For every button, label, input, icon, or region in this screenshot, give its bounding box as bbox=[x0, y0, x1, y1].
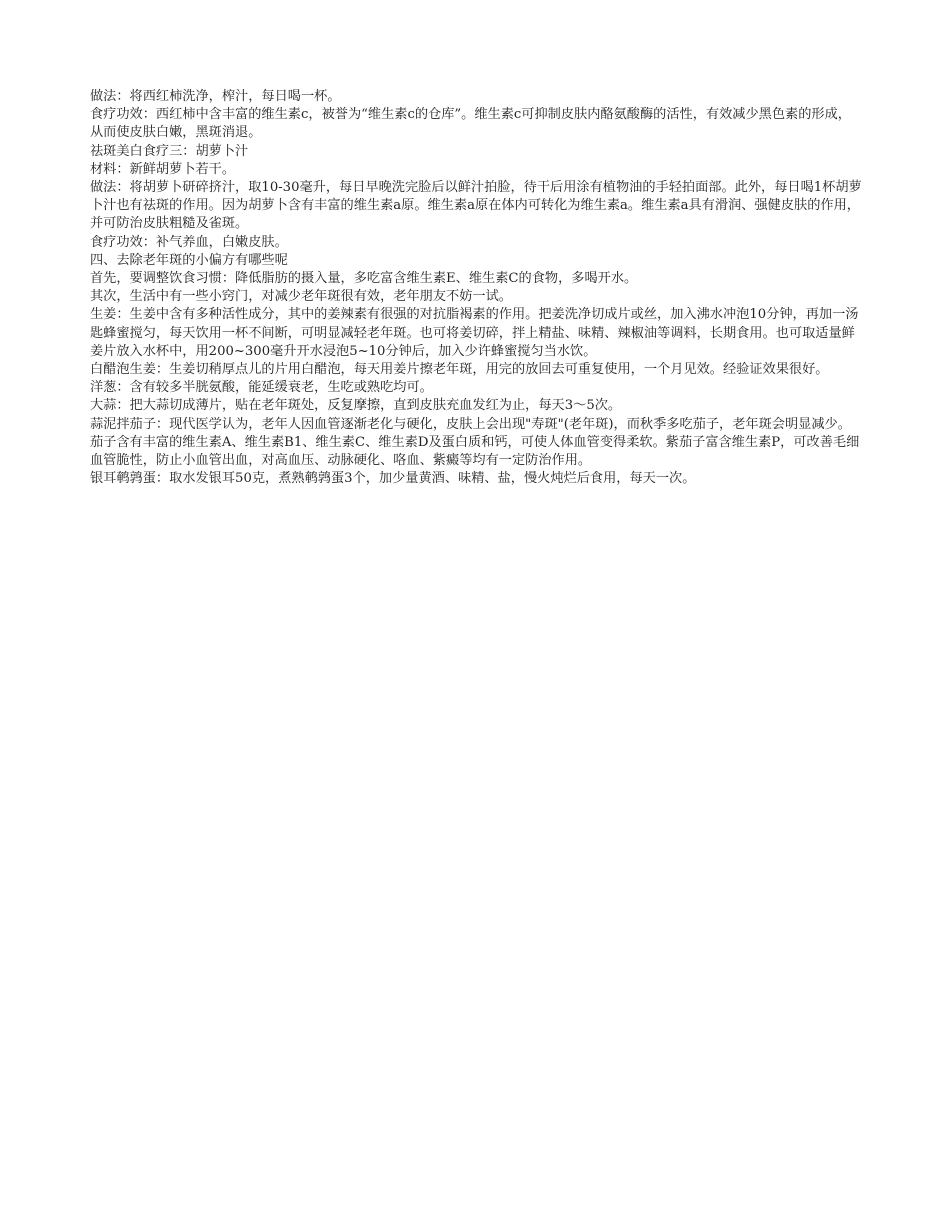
paragraph-tremella-quail-egg: 银耳鹌鹑蛋：取水发银耳50克，煮熟鹌鹑蛋3个，加少量黄酒、味精、盐，慢火炖烂后食用，每天一次。 bbox=[90, 471, 696, 487]
paragraph-eggplant: 蒜泥拌茄子：现代医学认为，老年人因血管逐渐老化与硬化，皮肤上会出现"寿斑"(老年斑)，而秋季多吃茄子，老年斑会明显减少。茄子含有丰富的维生素A、维生素B1、维生素C、维生素D及蛋白质和钙，可使人体血管变得柔软。紫茄子富含维生素P，可改善毛细血管脆性，防止小血管出血，对高血压、动脉硬化、咯血、紫癜等均有一定防治作用。 bbox=[90, 416, 860, 469]
paragraph-vinegar-ginger: 白醋泡生姜：生姜切稍厚点儿的片用白醋泡，每天用姜片擦老年斑，用完的放回去可重复使用，一个月见效。经验证效果很好。 bbox=[90, 362, 829, 378]
document-page bbox=[90, 88, 864, 488]
heading-carrot-juice: 祛斑美白食疗三：胡萝卜汁 bbox=[90, 143, 249, 159]
paragraph-tomato-method: 做法：将西红柿洗净，榨汁，每日喝一杯。 bbox=[90, 89, 341, 104]
heading-age-spots: 四、去除老年斑的小偏方有哪些呢 bbox=[90, 252, 288, 268]
paragraph-carrot-materials: 材料：新鲜胡萝卜若干。 bbox=[90, 161, 236, 177]
paragraph-tips-intro: 其次，生活中有一些小窍门，对减少老年斑很有效，老年朋友不妨一试。 bbox=[90, 289, 512, 305]
paragraph-carrot-effect: 食疗功效：补气养血，白嫩皮肤。 bbox=[90, 234, 288, 250]
paragraph-ginger: 生姜：生姜中含有多种活性成分，其中的姜辣素有很强的对抗脂褐素的作用。把姜洗净切成片或丝，加入沸水冲泡10分钟，再加一汤匙蜂蜜搅匀，每天饮用一杯不间断，可明显减轻老年斑。也可将姜切碎，拌上精盐、味精、辣椒油等调料，长期食用。也可取适量鲜姜片放入水杯中，用200~300毫升开水浸泡5~10分钟后，加入少许蜂蜜搅匀当水饮。 bbox=[90, 307, 859, 359]
paragraph-carrot-method: 做法：将胡萝卜研碎挤汁，取10-30毫升，每日早晚洗完脸后以鲜汁拍脸，待干后用涂有植物油的手轻拍面部。此外，每日喝1杯胡萝卜汁也有祛斑的作用。因为胡萝卜含有丰富的维生素a原。维生素a原在体内可转化为维生素a。维生素a具有滑润、强健皮肤的作用，并可防治皮肤粗糙及雀斑。 bbox=[90, 180, 862, 232]
paragraph-tomato-effect: 食疗功效：西红柿中含丰富的维生素c，被誉为“维生素c的仓库”。维生素c可抑制皮肤内酪氨酸酶的活性，有效减少黑色素的形成，从而使皮肤白嫩，黑斑消退。 bbox=[90, 107, 851, 141]
paragraph-diet-habits: 首先，要调整饮食习惯：降低脂肪的摄入量，多吃富含维生素E、维生素C的食物，多喝开水。 bbox=[90, 271, 638, 287]
paragraph-onion: 洋葱：含有较多半胱氨酸，能延缓衰老，生吃或熟吃均可。 bbox=[90, 380, 433, 396]
paragraph-garlic: 大蒜：把大蒜切成薄片，贴在老年斑处，反复摩擦，直到皮肤充血发红为止，每天3～5次。 bbox=[90, 398, 622, 414]
